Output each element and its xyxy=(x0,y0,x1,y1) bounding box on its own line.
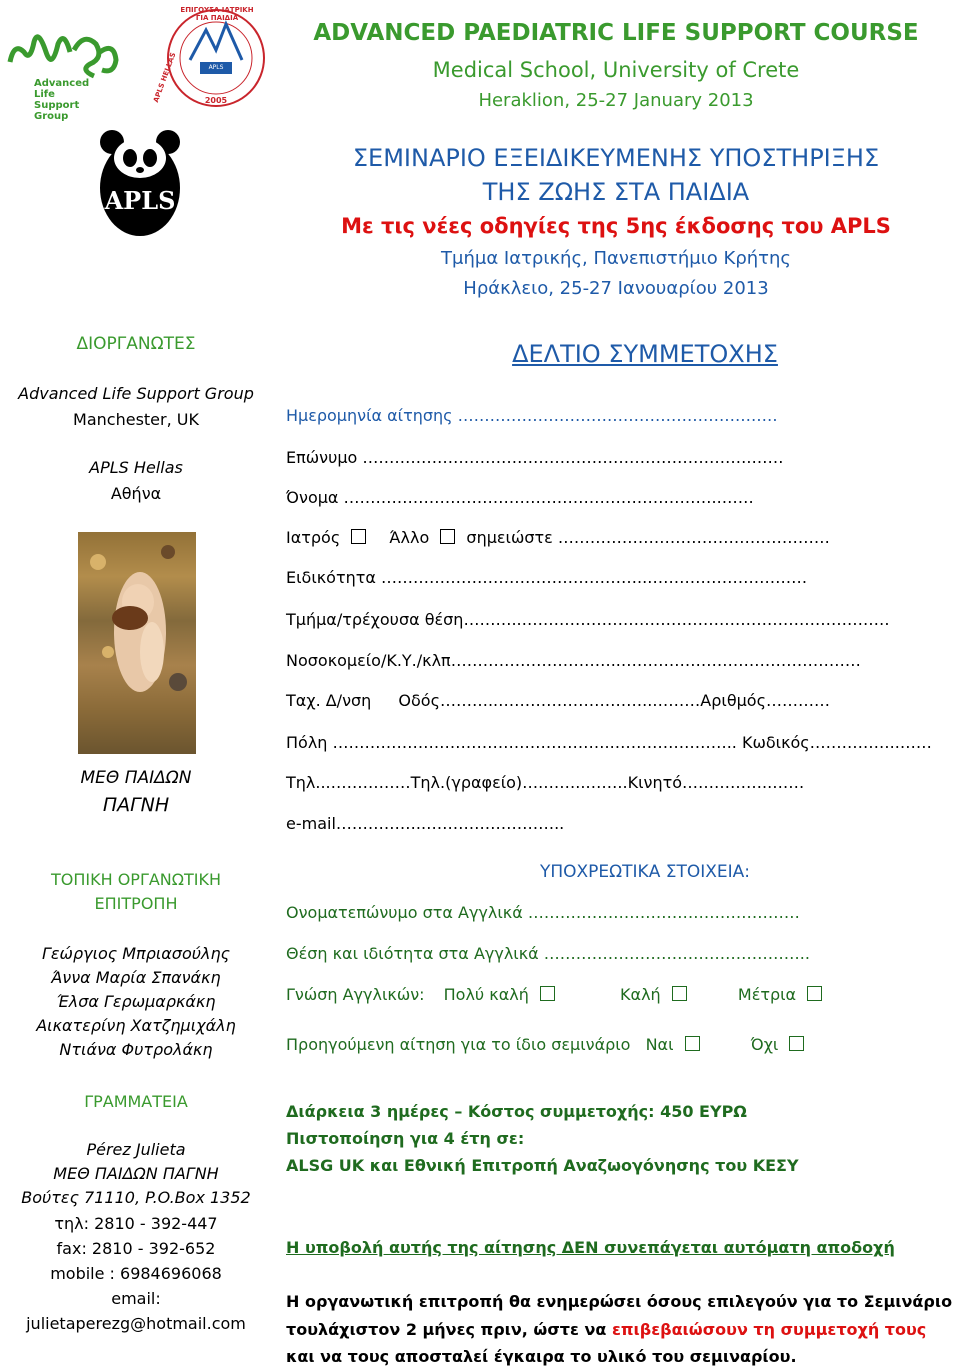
english-row xyxy=(286,985,828,1004)
form-title: ΔΕΛΤΙΟ ΣΥΜΜΕΤΟΧΗΣ xyxy=(512,340,778,368)
secretariat-unit: ΜΕΘ ΠΑΙΔΩΝ ΠΑΓΝΗ xyxy=(53,1164,219,1183)
unit-line-2: ΠΑΓΝΗ xyxy=(102,794,170,816)
date-label: Ημερομηνία αίτησης xyxy=(286,406,453,425)
position-en-label: Θέση και ιδιότητα στα Αγγλικά xyxy=(286,944,539,963)
email-dots: ……………..…………………….. xyxy=(335,814,565,833)
course-school-en: Medical School, University of Crete xyxy=(432,58,800,82)
postal-label: Ταχ. Δ/νση xyxy=(286,691,372,710)
yes-label: Ναι xyxy=(645,1035,674,1054)
required-title: ΥΠΟΧΡΕΩΤΙΚΑ ΣΤΟΙΧΕΙΑ: xyxy=(539,862,751,882)
secretariat-fax: fax: 2810 - 392-652 xyxy=(56,1239,216,1258)
secretariat-phone: τηλ: 2810 - 392-447 xyxy=(54,1214,218,1233)
specialty-field[interactable] xyxy=(286,568,807,587)
organizer-2-name: APLS Hellas xyxy=(89,458,183,477)
apls-hellas-side-text: APLS HELLAS xyxy=(151,51,178,104)
alsg-logo xyxy=(4,22,122,120)
doctor-label: Ιατρός xyxy=(286,528,341,547)
hospital-dots: …………………………..……………………………………… xyxy=(450,651,861,670)
committee-member: Γεώργιος Μπριασούλης xyxy=(41,944,230,963)
note-dots[interactable]: …………………………………………… xyxy=(557,528,830,547)
organizer-2-city: Αθήνα xyxy=(110,484,162,503)
good-label: Καλή xyxy=(620,985,661,1004)
tel-dots[interactable]: ..…………… xyxy=(320,773,411,792)
surname-field[interactable] xyxy=(286,448,784,467)
yes-checkbox[interactable] xyxy=(685,1036,700,1051)
organizers-title: ΔΙΟΡΓΑΝΩΤΕΣ xyxy=(76,334,196,354)
dept-label: Τμήμα/τρέχουσα θέση xyxy=(286,610,464,629)
other-checkbox[interactable] xyxy=(440,529,455,544)
tel-label: Τηλ. xyxy=(286,773,321,792)
position-en-dots: ………………………………………….. xyxy=(543,944,810,963)
zip-label: Κωδικός xyxy=(741,733,810,752)
secretariat-name: Pérez Julieta xyxy=(86,1140,186,1159)
mobile-label: Κινητό xyxy=(627,773,683,792)
final-line-2-text: τουλάχιστον 2 μήνες πριν, ώστε να xyxy=(286,1320,607,1339)
good-checkbox[interactable] xyxy=(672,986,687,1001)
very-good-label: Πολύ καλή xyxy=(443,985,529,1004)
seminar-title-1: ΣΕΜΙΝΑΡΙΟ ΕΞΕΙΔΙΚΕΥΜΕΝΗΣ ΥΠΟΣΤΗΡΙΞΗΣ xyxy=(352,144,880,172)
seminar-title-2: ΤΗΣ ΖΩΗΣ ΣΤΑ ΠΑΙΔΙΑ xyxy=(482,178,750,206)
no-label: Όχι xyxy=(750,1035,779,1054)
apls-hellas-ring-text: ΕΠΙΓΟΥΣΑ ΙΑΤΡΙΚΗ ΓΙΑ ΠΑΙΔΙΑ xyxy=(180,6,254,22)
secretariat-email-label: email: xyxy=(111,1289,161,1308)
no-checkbox[interactable] xyxy=(789,1036,804,1051)
address-row xyxy=(286,691,830,710)
seminar-subtitle: Με τις νέες οδηγίες της 5ης έκδοσης του APLS xyxy=(341,214,891,238)
previous-label: Προηγούμενη αίτηση για το ίδιο σεμινάριο xyxy=(286,1035,631,1054)
city-dots[interactable]: ……………………………………………..………………….. xyxy=(332,733,737,752)
specialty-dots: …………………………………………..………………………… xyxy=(381,568,808,587)
notice-line: Η υποβολή αυτής της αίτησης ΔΕΝ συνεπάγεται αυτόματη αποδοχή xyxy=(286,1238,895,1257)
final-line-3: και να τους αποσταλεί έγκαιρα το υλικό του σεμιναρίου. xyxy=(286,1347,797,1366)
name-field[interactable] xyxy=(286,488,754,507)
alsg-logo-text: Advanced Life Support Group xyxy=(34,78,90,122)
profession-row xyxy=(286,528,830,547)
course-dates-en: Heraklion, 25-27 January 2013 xyxy=(478,90,754,111)
phone-row xyxy=(286,773,804,792)
seminar-school-gr: Τμήμα Ιατρικής, Πανεπιστήμιο Κρήτης xyxy=(441,248,791,269)
certification-orgs: ALSG UK και Εθνική Επιτροπή Αναζωογόνησης του ΚΕΣΥ xyxy=(286,1156,799,1175)
dept-dots: ………..…………………………………………………………… xyxy=(463,610,890,629)
organizer-1-name: Advanced Life Support Group xyxy=(18,384,254,403)
final-line-2-red: επιβεβαιώσουν τη συμμετοχή τους xyxy=(611,1320,927,1339)
secretariat-address: Βούτες 71110, P.O.Box 1352 xyxy=(21,1188,251,1207)
fullname-en-field[interactable] xyxy=(286,903,800,922)
apls-hellas-logo xyxy=(150,0,278,112)
name-dots: ……………………………………………………………..…… xyxy=(343,488,754,507)
committee-member: Άννα Μαρία Σπανάκη xyxy=(51,968,221,987)
course-title-en: ADVANCED PAEDIATRIC LIFE SUPPORT COURSE xyxy=(313,20,919,46)
tel-office-label: Τηλ.(γραφείο) xyxy=(410,773,523,792)
hospital-field[interactable] xyxy=(286,651,861,670)
surname-dots: ……………………………………………………………….…… xyxy=(362,448,784,467)
number-dots[interactable]: ………… xyxy=(765,691,830,710)
position-en-field[interactable] xyxy=(286,944,810,963)
date-dots: …………………………………………………… xyxy=(457,406,778,425)
english-label: Γνώση Αγγλικών: xyxy=(286,985,425,1004)
apls-hellas-year: 2005 xyxy=(204,96,228,105)
city-row xyxy=(286,733,932,752)
previous-row xyxy=(286,1035,810,1054)
local-committee-title-2: ΕΠΙΤΡΟΠΗ xyxy=(94,894,178,913)
mobile-dots[interactable]: ……………..…… xyxy=(682,773,805,792)
organizer-1-city: Manchester, UK xyxy=(73,410,199,429)
name-label: Όνομα xyxy=(286,488,339,507)
committee-member: Έλσα Γερωμαρκάκη xyxy=(56,992,216,1011)
committee-member: Αικατερίνη Χατζημιχάλη xyxy=(36,1016,236,1035)
fullname-en-label: Ονοματεπώνυμο στα Αγγλικά xyxy=(286,903,523,922)
apls-panda-text: APLS xyxy=(104,186,176,215)
fullname-en-dots: …………………………………………… xyxy=(527,903,800,922)
committee-member: Ντιάνα Φυτρολάκη xyxy=(59,1040,213,1059)
certification-line: Πιστοποίηση για 4 έτη σε: xyxy=(286,1129,525,1148)
local-committee-title-1: ΤΟΠΙΚΗ ΟΡΓΑΝΩΤΙΚΗ xyxy=(50,870,222,889)
city-label: Πόλη xyxy=(286,733,328,752)
note-label: σημειώστε xyxy=(466,528,553,547)
very-good-checkbox[interactable] xyxy=(540,986,555,1001)
doctor-checkbox[interactable] xyxy=(351,529,366,544)
other-label: Άλλο xyxy=(389,528,430,547)
tel-office-dots[interactable]: ….……..…….. xyxy=(522,773,628,792)
seminar-dates-gr: Ηράκλειο, 25-27 Ιανουαρίου 2013 xyxy=(463,278,769,299)
final-line-2 xyxy=(286,1320,926,1339)
fair-label: Μέτρια xyxy=(737,985,797,1004)
apls-panda-logo xyxy=(96,128,184,238)
final-line-1: Η οργανωτική επιτροπή θα ενημερώσει όσους επιλεγούν για το Σεμινάριο xyxy=(286,1292,953,1311)
zip-dots[interactable]: ……………..…… xyxy=(809,733,932,752)
specialty-label: Ειδικότητα xyxy=(286,568,376,587)
secretariat-email[interactable]: julietaperezg@hotmail.com xyxy=(26,1314,246,1333)
fair-checkbox[interactable] xyxy=(807,986,822,1001)
unit-line-1: ΜΕΘ ΠΑΙΔΩΝ xyxy=(80,768,192,788)
street-label: Οδός xyxy=(398,691,440,710)
apls-hellas-badge: APLS HELLAS xyxy=(204,64,228,83)
number-label: Αριθμός xyxy=(700,691,766,710)
street-dots[interactable]: ………..………………………..……… xyxy=(439,691,701,710)
secretariat-mobile: mobile : 6984696068 xyxy=(50,1264,222,1283)
email-label: e-mail xyxy=(286,814,336,833)
duration-cost: Διάρκεια 3 ημέρες – Κόστος συμμετοχής: 450 ΕΥΡΩ xyxy=(286,1102,747,1121)
date-field[interactable] xyxy=(286,406,778,425)
secretariat-title: ΓΡΑΜΜΑΤΕΙΑ xyxy=(84,1092,188,1111)
dept-field[interactable] xyxy=(286,610,890,629)
surname-label: Επώνυμο xyxy=(286,448,358,467)
hospital-label: Νοσοκομείο/Κ.Υ./κλπ xyxy=(286,651,451,670)
klimt-painting xyxy=(78,532,196,754)
email-field[interactable] xyxy=(286,814,564,833)
